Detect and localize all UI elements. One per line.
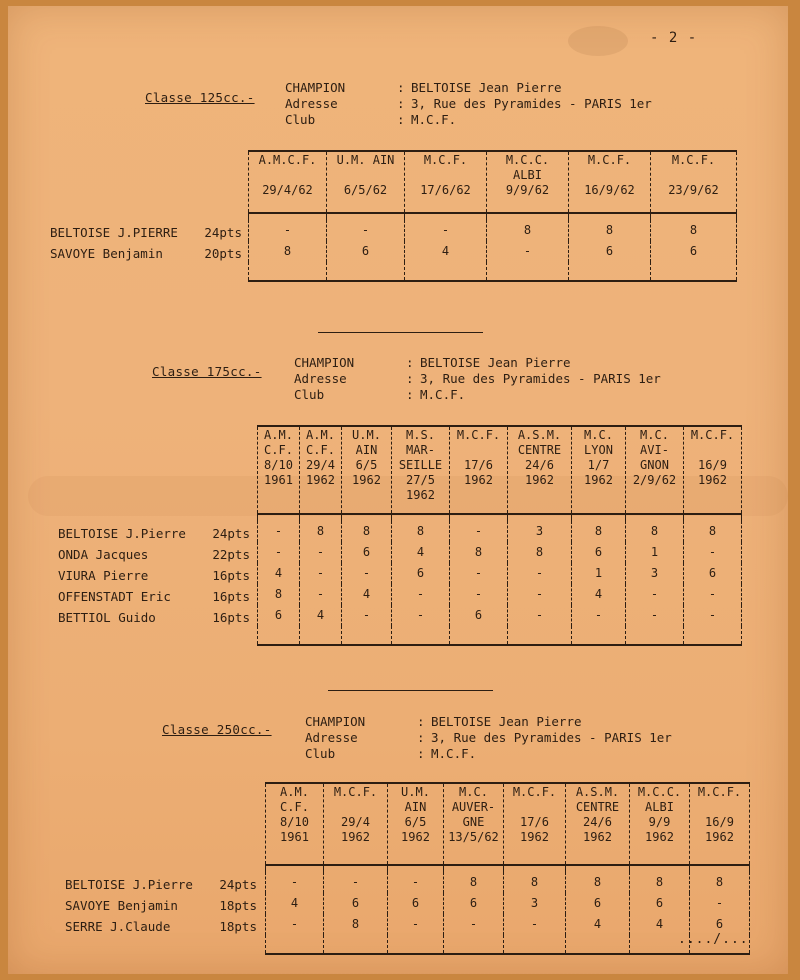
rider-points: 24pts (219, 877, 257, 892)
champion-line (294, 355, 661, 371)
spacer-cell (388, 865, 444, 872)
event-header: A.S.M. CENTRE 24/6 1962 (566, 783, 630, 865)
champion-line (285, 80, 652, 96)
colon: : (406, 355, 414, 370)
result-cell: - (388, 872, 444, 893)
result-cell: - (324, 872, 388, 893)
result-cell: 6 (651, 241, 737, 262)
event-header: A.S.M. CENTRE 24/6 1962 (508, 426, 572, 514)
spacer-cell (684, 626, 742, 645)
event-header: A.M. C.F. 8/10 1961 (266, 783, 324, 865)
result-cell: - (487, 241, 569, 262)
result-cell: 8 (392, 521, 450, 542)
rider-points: 18pts (219, 898, 257, 913)
list-item (58, 565, 250, 586)
result-cell: 8 (450, 542, 508, 563)
result-cell: 6 (569, 241, 651, 262)
result-cell: 6 (630, 893, 690, 914)
table-row (266, 872, 750, 893)
result-cell: 8 (684, 521, 742, 542)
result-cell: 6 (444, 893, 504, 914)
result-cell: 8 (487, 220, 569, 241)
result-cell: 8 (630, 872, 690, 893)
result-cell: - (342, 605, 392, 626)
result-cell: - (266, 914, 324, 935)
result-cell: - (300, 584, 342, 605)
result-cell: 6 (258, 605, 300, 626)
spacer-cell (572, 626, 626, 645)
spacer-cell (300, 514, 342, 521)
list-item (58, 607, 250, 628)
event-header: U.M. AIN 6/5 1962 (342, 426, 392, 514)
result-cell: 6 (342, 542, 392, 563)
spacer-cell (566, 935, 630, 954)
list-item (50, 222, 242, 243)
class-title: Classe 175cc.- (152, 364, 262, 379)
info-label: Adresse (305, 730, 358, 745)
spacer-cell (444, 865, 504, 872)
section-divider (318, 332, 483, 333)
event-header: M.S. MAR- SEILLE 27/5 1962 (392, 426, 450, 514)
rider-points: 16pts (212, 568, 250, 583)
result-cell: - (450, 584, 508, 605)
table-row (258, 584, 742, 605)
event-header: M.C.F. 17/6/62 (405, 151, 487, 213)
result-cell: 3 (504, 893, 566, 914)
spacer-cell (324, 935, 388, 954)
rider-points: 22pts (212, 547, 250, 562)
result-cell: 8 (300, 521, 342, 542)
class-title: Classe 125cc.- (145, 90, 255, 105)
spacer-cell (572, 514, 626, 521)
event-header: M.C.F. 23/9/62 (651, 151, 737, 213)
spacer-cell (405, 262, 487, 281)
event-header: U.M. AIN 6/5/62 (327, 151, 405, 213)
colon: : (397, 112, 405, 127)
result-cell: 6 (572, 542, 626, 563)
result-cell: - (508, 584, 572, 605)
result-cell: 8 (569, 220, 651, 241)
event-header: M.C. AUVER- GNE 13/5/62 (444, 783, 504, 865)
result-cell: 4 (258, 563, 300, 584)
result-cell: 4 (342, 584, 392, 605)
result-cell: - (300, 542, 342, 563)
result-cell: - (388, 914, 444, 935)
spacer-cell (626, 626, 684, 645)
result-cell: 4 (266, 893, 324, 914)
result-cell: - (626, 584, 684, 605)
spacer-cell (569, 262, 651, 281)
page-number: - 2 - (650, 30, 698, 46)
table-row (249, 241, 737, 262)
spacer-cell (327, 262, 405, 281)
info-value: M.C.F. (431, 746, 477, 761)
result-cell: 8 (626, 521, 684, 542)
colon: : (397, 80, 405, 95)
table-row (249, 220, 737, 241)
rider-name: BELTOISE J.Pierre (65, 877, 193, 892)
stain (568, 26, 628, 56)
table-row (266, 914, 750, 935)
event-header: M.C.F. 16/9 1962 (684, 426, 742, 514)
spacer-cell (566, 865, 630, 872)
spacer-cell (684, 514, 742, 521)
result-cell: 4 (392, 542, 450, 563)
result-cell: - (690, 893, 750, 914)
club-line (305, 746, 672, 762)
result-cell: 8 (690, 872, 750, 893)
colon: : (397, 96, 405, 111)
spacer-cell (324, 865, 388, 872)
event-header: M.C.F. 17/6 1962 (450, 426, 508, 514)
rider-name: VIURA Pierre (58, 568, 149, 583)
event-header: A.M. C.F. 8/10 1961 (258, 426, 300, 514)
rider-name: SERRE J.Claude (65, 919, 171, 934)
class-title: Classe 250cc.- (162, 722, 272, 737)
result-cell: - (392, 584, 450, 605)
result-cell: - (300, 563, 342, 584)
spacer-cell (258, 626, 300, 645)
spacer-cell (651, 213, 737, 220)
result-cell: 8 (651, 220, 737, 241)
spacer-cell (392, 626, 450, 645)
colon: : (406, 371, 414, 386)
table-row (266, 893, 750, 914)
result-cell: - (258, 521, 300, 542)
spacer-cell (504, 865, 566, 872)
result-cell: - (684, 605, 742, 626)
rider-name: BELTOISE J.Pierre (58, 526, 186, 541)
rider-list (65, 874, 257, 937)
event-header: M.C.C. ALBI 9/9 1962 (630, 783, 690, 865)
result-cell: 6 (684, 563, 742, 584)
result-cell: 3 (508, 521, 572, 542)
results-table (257, 425, 742, 646)
result-cell: - (327, 220, 405, 241)
address-line (294, 371, 661, 387)
spacer-cell (450, 514, 508, 521)
result-cell: - (342, 563, 392, 584)
list-item (58, 544, 250, 565)
result-cell: 4 (300, 605, 342, 626)
result-cell: - (450, 521, 508, 542)
event-header: A.M. C.F. 29/4 1962 (300, 426, 342, 514)
rider-points: 24pts (204, 225, 242, 240)
event-header: M.C. LYON 1/7 1962 (572, 426, 626, 514)
info-value: BELTOISE Jean Pierre (420, 355, 571, 370)
club-line (285, 112, 652, 128)
result-cell: 8 (324, 914, 388, 935)
spacer-cell (388, 935, 444, 954)
result-cell: 8 (258, 584, 300, 605)
colon: : (417, 746, 425, 761)
result-cell: 3 (626, 563, 684, 584)
spacer-cell (266, 935, 324, 954)
info-value: BELTOISE Jean Pierre (431, 714, 582, 729)
info-value: M.C.F. (411, 112, 457, 127)
club-line (294, 387, 661, 403)
continuation-marker: ..../... (678, 932, 749, 947)
result-cell: - (508, 563, 572, 584)
event-header: M.C.F. 16/9 1962 (690, 783, 750, 865)
colon: : (417, 714, 425, 729)
event-header: M.C.F. 29/4 1962 (324, 783, 388, 865)
result-cell: - (626, 605, 684, 626)
rider-points: 18pts (219, 919, 257, 934)
rider-name: ONDA Jacques (58, 547, 149, 562)
rider-points: 16pts (212, 589, 250, 604)
info-value: BELTOISE Jean Pierre (411, 80, 562, 95)
table-row (258, 563, 742, 584)
result-cell: 1 (572, 563, 626, 584)
spacer-cell (569, 213, 651, 220)
table-row (258, 605, 742, 626)
info-value: 3, Rue des Pyramides - PARIS 1er (411, 96, 652, 111)
spacer-cell (405, 213, 487, 220)
list-item (58, 586, 250, 607)
result-cell: 4 (566, 914, 630, 935)
info-label: Adresse (294, 371, 347, 386)
section-divider (328, 690, 493, 691)
spacer-cell (249, 213, 327, 220)
spacer-cell (249, 262, 327, 281)
spacer-cell (690, 865, 750, 872)
champion-info (294, 355, 661, 403)
list-item (65, 895, 257, 916)
spacer-cell (266, 865, 324, 872)
champion-info (305, 714, 672, 762)
colon: : (406, 387, 414, 402)
result-cell: 6 (690, 914, 750, 935)
spacer-cell (504, 935, 566, 954)
result-cell: 8 (572, 521, 626, 542)
result-cell: - (392, 605, 450, 626)
spacer-cell (508, 514, 572, 521)
spacer-cell (444, 935, 504, 954)
event-header: A.M.C.F. 29/4/62 (249, 151, 327, 213)
result-cell: - (258, 542, 300, 563)
result-cell: - (444, 914, 504, 935)
champion-info (285, 80, 652, 128)
result-cell: 8 (444, 872, 504, 893)
result-cell: - (249, 220, 327, 241)
colon: : (417, 730, 425, 745)
table-row (258, 521, 742, 542)
spacer-cell (626, 514, 684, 521)
table-row (258, 542, 742, 563)
result-cell: 6 (392, 563, 450, 584)
rider-name: SAVOYE Benjamin (50, 246, 163, 261)
event-header: M.C.C. ALBI 9/9/62 (487, 151, 569, 213)
info-label: CHAMPION (285, 80, 346, 95)
spacer-cell (327, 213, 405, 220)
info-label: Club (294, 387, 325, 402)
spacer-cell (342, 626, 392, 645)
results-table (265, 782, 750, 955)
result-cell: - (450, 563, 508, 584)
result-cell: - (508, 605, 572, 626)
result-cell: 6 (327, 241, 405, 262)
result-cell: 8 (504, 872, 566, 893)
spacer-cell (487, 262, 569, 281)
address-line (285, 96, 652, 112)
result-cell: - (572, 605, 626, 626)
spacer-cell (651, 262, 737, 281)
info-label: Club (305, 746, 336, 761)
info-value: 3, Rue des Pyramides - PARIS 1er (431, 730, 672, 745)
result-cell: - (684, 584, 742, 605)
result-cell: 4 (405, 241, 487, 262)
list-item (65, 874, 257, 895)
event-header: U.M. AIN 6/5 1962 (388, 783, 444, 865)
event-header: M.C.F. 16/9/62 (569, 151, 651, 213)
info-label: CHAMPION (294, 355, 355, 370)
list-item (58, 523, 250, 544)
result-cell: 6 (450, 605, 508, 626)
rider-list (50, 222, 242, 264)
result-cell: - (684, 542, 742, 563)
rider-points: 20pts (204, 246, 242, 261)
result-cell: - (266, 872, 324, 893)
result-cell: 4 (630, 914, 690, 935)
result-cell: 6 (566, 893, 630, 914)
event-header: M.C. AVI- GNON 2/9/62 (626, 426, 684, 514)
spacer-cell (392, 514, 450, 521)
rider-list (58, 523, 250, 628)
result-cell: 8 (342, 521, 392, 542)
result-cell: - (504, 914, 566, 935)
spacer-cell (450, 626, 508, 645)
results-table (248, 150, 737, 282)
result-cell: 6 (324, 893, 388, 914)
list-item (65, 916, 257, 937)
spacer-cell (630, 865, 690, 872)
spacer-cell (258, 514, 300, 521)
spacer-cell (487, 213, 569, 220)
event-header: M.C.F. 17/6 1962 (504, 783, 566, 865)
champion-line (305, 714, 672, 730)
info-label: Club (285, 112, 316, 127)
spacer-cell (508, 626, 572, 645)
result-cell: 6 (388, 893, 444, 914)
list-item (50, 243, 242, 264)
rider-points: 16pts (212, 610, 250, 625)
info-label: CHAMPION (305, 714, 366, 729)
info-value: 3, Rue des Pyramides - PARIS 1er (420, 371, 661, 386)
spacer-cell (342, 514, 392, 521)
result-cell: 1 (626, 542, 684, 563)
result-cell: 8 (566, 872, 630, 893)
rider-name: SAVOYE Benjamin (65, 898, 178, 913)
rider-points: 24pts (212, 526, 250, 541)
result-cell: 8 (249, 241, 327, 262)
info-value: M.C.F. (420, 387, 466, 402)
result-cell: 8 (508, 542, 572, 563)
result-cell: 4 (572, 584, 626, 605)
spacer-cell (300, 626, 342, 645)
info-label: Adresse (285, 96, 338, 111)
result-cell: - (405, 220, 487, 241)
rider-name: BELTOISE J.PIERRE (50, 225, 178, 240)
rider-name: BETTIOL Guido (58, 610, 156, 625)
rider-name: OFFENSTADT Eric (58, 589, 171, 604)
address-line (305, 730, 672, 746)
